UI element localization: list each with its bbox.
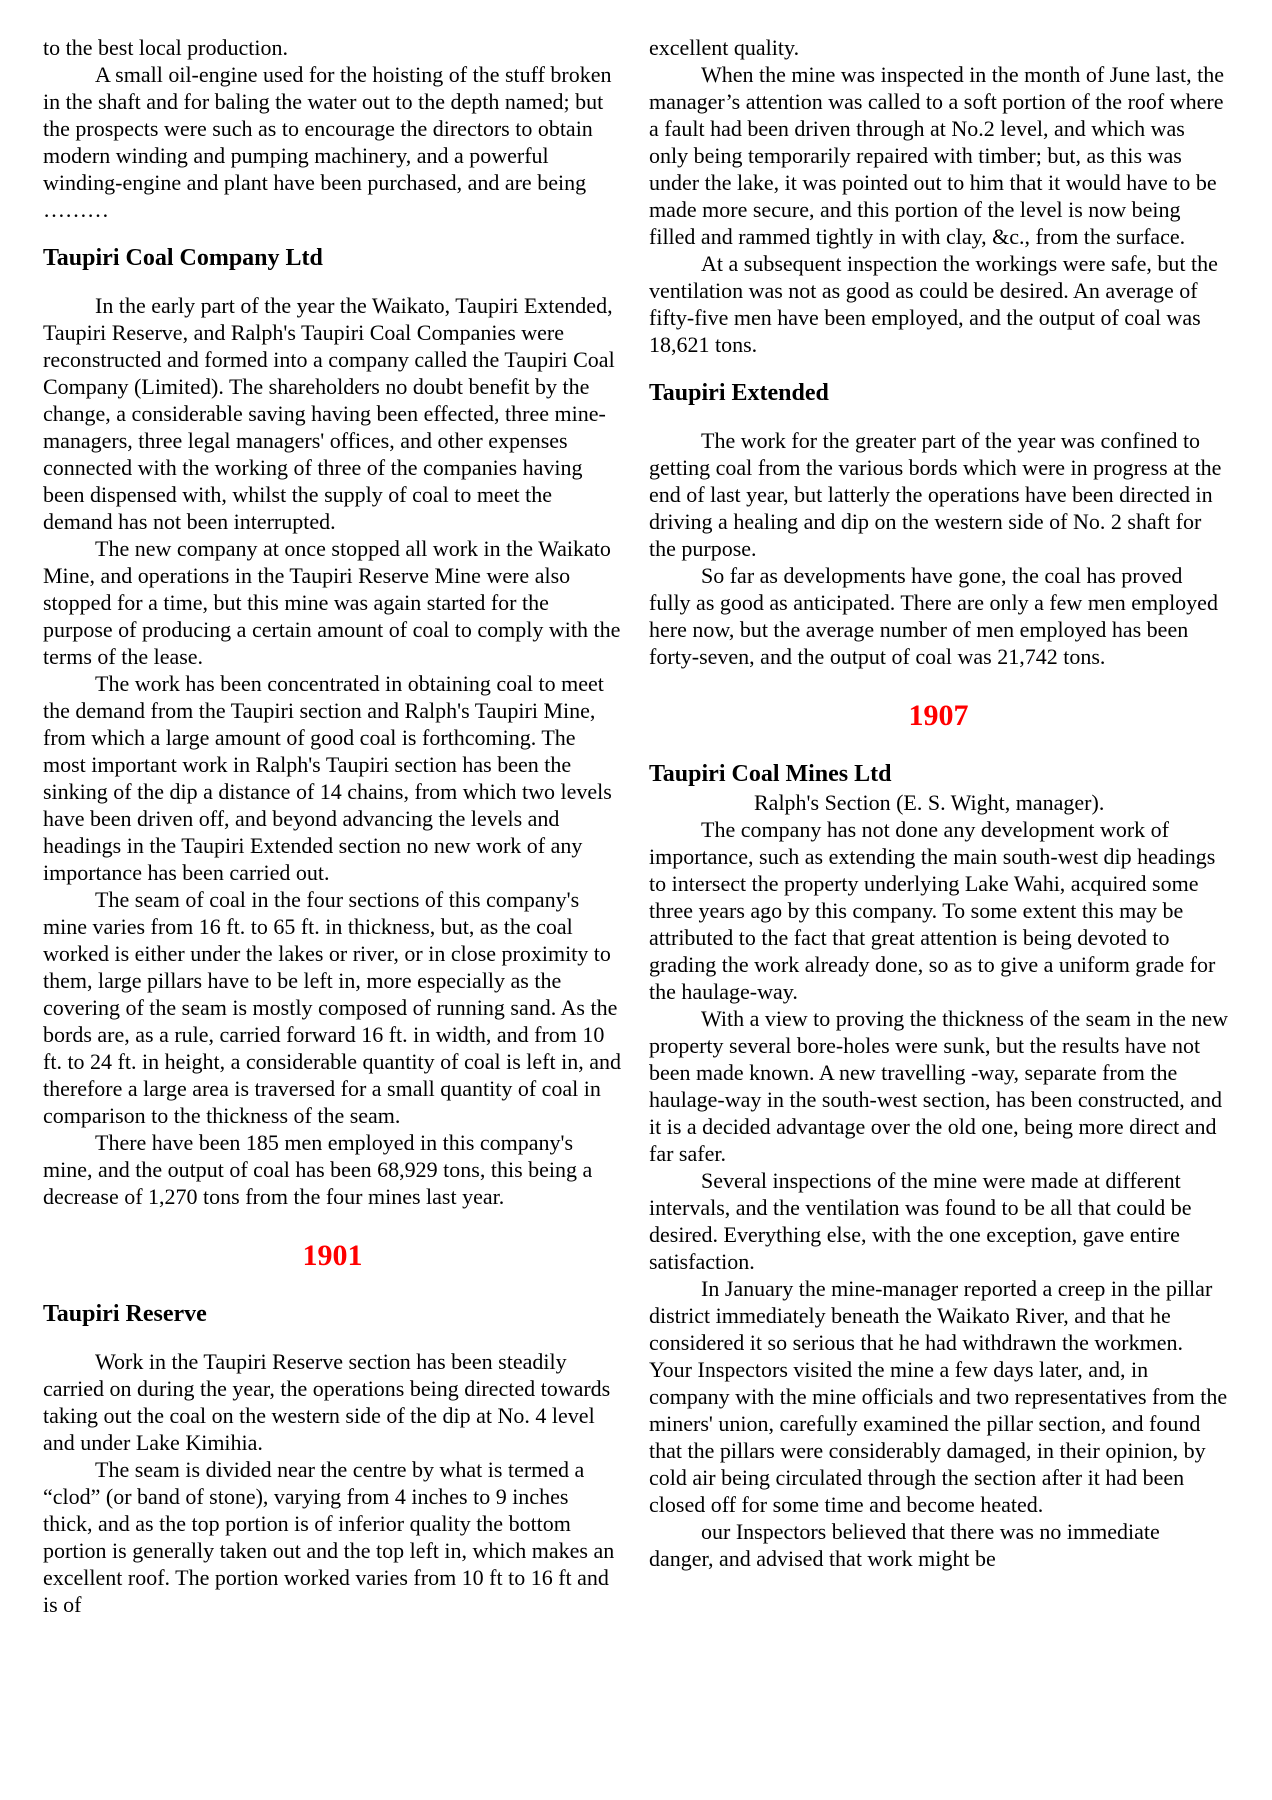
paragraph: Work in the Taupiri Reserve section has been steadily carried on during the year, the operations being directed towards taking out the coal on the western side of the dip at No. 4 level and under Lake Kimihia.	[43, 1349, 611, 1455]
paragraph: When the mine was inspected in the month of June last, the manager’s attention was called to a soft portion of the roof where a fault had been driven through at No.2 level, and which was only being temporarily repaired with timber; but, as this was under the lake, it was pointed out to him that it would have to be made more secure, and this portion of the level is now being filled and rammed tightly in with clay, &c., from the surface.	[649, 62, 1224, 249]
section-heading-taupiri-coal-company: Taupiri Coal Company Ltd	[43, 245, 323, 271]
paragraph-continuation: to the best local production.	[43, 35, 288, 60]
manager-subline: Ralph's Section (E. S. Wight, manager).	[754, 790, 1105, 815]
paragraph: The company has not done any development work of importance, such as extending the main south-west dip headings to intersect the property underlying Lake Wahi, acquired some three years ago by this company. To some extent this may be attributed to the fact that great attention is being devoted to grading the work already done, so as to give a uniform grade for the haulage-way.	[649, 817, 1216, 1004]
paragraph: The work for the greater part of the year was confined to getting coal from the various bords which were in progress at the end of last year, but latterly the operations have been directed in driving a healing and dip on the western side of No. 2 shaft for the purpose.	[649, 428, 1222, 561]
paragraph: The seam of coal in the four sections of this company's mine varies from 16 ft. to 65 ft. in thickness, but, as the coal worked is either under the lakes or river, or in close proximity to them, large pillars have to be left in, more especially as the covering of the seam is mostly composed of running sand. As the bords are, as a rule, carried forward 16 ft. in width, and from 10 ft. to 24 ft. in height, a considerable quantity of coal is left in, and therefore a large area is traversed for a small quantity of coal in comparison to the thickness of the seam.	[43, 887, 621, 1128]
left-column	[43, 34, 622, 1800]
paragraph: The new company at once stopped all work in the Waikato Mine, and operations in the Taupiri Reserve Mine were also stopped for a time, but this mine was again started for the purpose of producing a certain amount of coal to comply with the terms of the lease.	[43, 536, 621, 669]
section-heading-taupiri-coal-mines: Taupiri Coal Mines Ltd	[649, 761, 892, 787]
paragraph: In January the mine-manager reported a creep in the pillar district immediately beneath the Waikato River, and that he considered it so serious that he had withdrawn the workmen. Your Inspectors visited the mine a few days later, and, in company with the mine officials and two representatives from the miners' union, carefully examined the pillar section, and found that the pillars were considerably damaged, in their opinion, by cold air being circulated through the section after it had been closed off for some time and become heated.	[649, 1276, 1228, 1517]
section-heading-taupiri-reserve: Taupiri Reserve	[43, 1301, 207, 1327]
paragraph-continuation: excellent quality.	[649, 35, 800, 60]
paragraph: At a subsequent inspection the workings were safe, but the ventilation was not as good as could be desired. An average of fifty-five men have been employed, and the output of coal was 18,621 tons.	[649, 251, 1218, 357]
paragraph: our Inspectors believed that there was no immediate danger, and advised that work might be	[649, 1519, 1160, 1571]
paragraph: So far as developments have gone, the coal has proved fully as good as anticipated. There are only a few men employed here now, but the average number of men employed has been forty-seven, and the output of coal was 21,742 tons.	[649, 563, 1218, 669]
paragraph: There have been 185 men employed in this company's mine, and the output of coal has been 68,929 tons, this being a decrease of 1,270 tons from the four mines last year.	[43, 1130, 593, 1209]
section-heading-taupiri-extended: Taupiri Extended	[649, 380, 829, 406]
right-column	[649, 34, 1228, 1800]
paragraph: A small oil-engine used for the hoisting of the stuff broken in the shaft and for baling the water out to the depth named; but the prospects were such as to encourage the directors to obtain modern winding and pumping machinery, and a powerful winding-engine and plant have been purchased, and are being ………	[43, 62, 612, 222]
year-heading-1901: 1901	[302, 1239, 363, 1272]
paragraph: Several inspections of the mine were made at different intervals, and the ventilation was found to be all that could be desired. Everything else, with the one exception, gave entire satisfaction.	[649, 1168, 1192, 1274]
paragraph: In the early part of the year the Waikato, Taupiri Extended, Taupiri Reserve, and Ralph's Taupiri Coal Companies were reconstructed and formed into a company called the Taupiri Coal Company (Limited). The shareholders no doubt benefit by the change, a considerable saving having been effected, three mine-managers, three legal managers' offices, and other expenses connected with the working of three of the companies having been dispensed with, whilst the supply of coal to meet the demand has not been interrupted.	[43, 293, 615, 534]
paragraph: The work has been concentrated in obtaining coal to meet the demand from the Taupiri section and Ralph's Taupiri Mine, from which a large amount of good coal is forthcoming. The most important work in Ralph's Taupiri section has been the sinking of the dip a distance of 14 chains, from which two levels have been driven off, and beyond advancing the levels and headings in the Taupiri Extended section no new work of any importance has been carried out.	[43, 671, 612, 885]
paragraph: The seam is divided near the centre by what is termed a “clod” (or band of stone), varying from 4 inches to 9 inches thick, and as the top portion is of inferior quality the bottom portion is generally taken out and the top left in, which makes an excellent roof. The portion worked varies from 10 ft to 16 ft and is of	[43, 1457, 615, 1617]
paragraph: With a view to proving the thickness of the seam in the new property several bore-holes were sunk, but the results have not been made known. A new travelling -way, separate from the haulage-way in the south-west section, has been constructed, and it is a decided advantage over the old one, being more direct and far safer.	[649, 1006, 1228, 1166]
year-heading-1907: 1907	[908, 699, 969, 732]
